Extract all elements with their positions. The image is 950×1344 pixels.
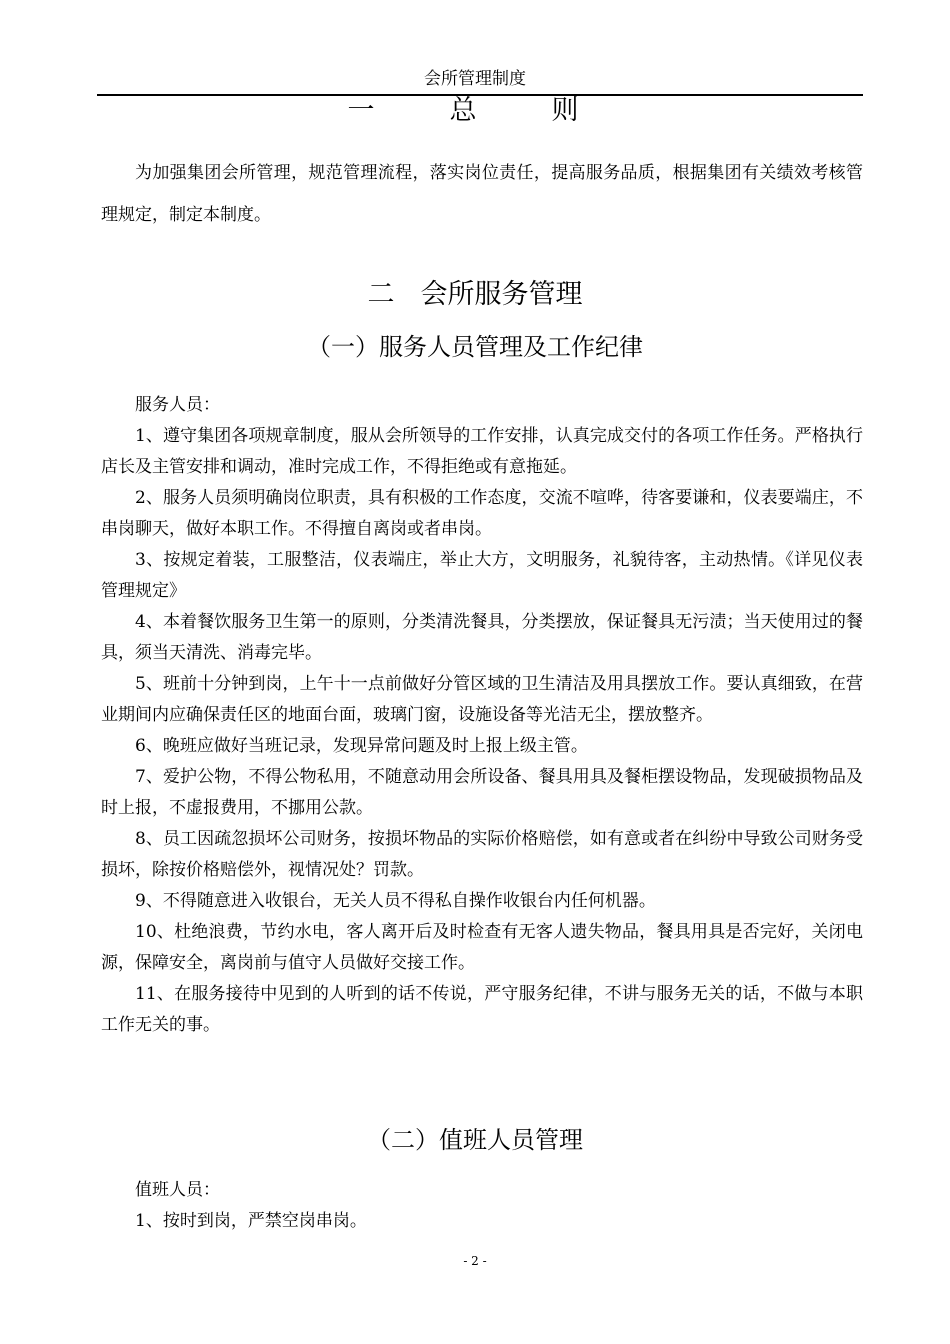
subsection-1-intro: 服务人员： <box>135 395 220 415</box>
list-item: 1、遵守集团各项规章制度，服从会所领导的工作安排，认真完成交付的各项工作任务。严格执行店长及主管安排和调动，准时完成工作，不得拒绝或有意拖延。 <box>101 426 863 477</box>
list-item: 2、服务人员须明确岗位职责，具有积极的工作态度，交流不喧哗，待客要谦和，仪表要端庄，不串岗聊天，做好本职工作。不得擅自离岗或者串岗。 <box>101 488 863 539</box>
subsection-2-heading: （二）值班人员管理 <box>367 1126 583 1154</box>
subsection-2-intro: 值班人员： <box>135 1180 220 1200</box>
page-number: - 2 - <box>463 1254 487 1268</box>
subsection-2-body <box>101 1175 863 1237</box>
section-2-title: 会所服务管理 <box>420 279 583 310</box>
list-item: 7、爱护公物，不得公物私用，不随意动用会所设备、餐具用具及餐柜摆设物品，发现破损物品及时上报，不虚报费用，不挪用公款。 <box>101 767 863 818</box>
list-item: 4、本着餐饮服务卫生第一的原则，分类清洗餐具，分类摆放，保证餐具无污渍；当天使用过的餐具，须当天清洗、消毒完毕。 <box>101 612 863 663</box>
subsection-1-heading: （一）服务人员管理及工作纪律 <box>307 333 643 361</box>
list-item: 10、杜绝浪费，节约水电，客人离开后及时检查有无客人遗失物品，餐具用具是否完好，关闭电源，保障安全，离岗前与值守人员做好交接工作。 <box>101 922 863 973</box>
list-item: 1、按时到岗，严禁空岗串岗。 <box>135 1211 367 1231</box>
subsection-1-body <box>101 390 863 1041</box>
running-header: 会所管理制度 <box>424 69 526 89</box>
list-item: 8、员工因疏忽损坏公司财务，按损坏物品的实际价格赔偿，如有意或者在纠纷中导致公司财务受损坏，除按价格赔偿外，视情况处？罚款。 <box>101 829 863 880</box>
list-item: 5、班前十分钟到岗，上午十一点前做好分管区域的卫生清洁及用具摆放工作。要认真细致，在营业期间内应确保责任区的地面台面，玻璃门窗，设施设备等光洁无尘，摆放整齐。 <box>101 674 863 725</box>
list-item: 6、晚班应做好当班记录，发现异常问题及时上报上级主管。 <box>135 736 588 756</box>
section-1-paragraph: 为加强集团会所管理，规范管理流程，落实岗位责任，提高服务品质，根据集团有关绩效考核管理规定，制定本制度。 <box>101 163 863 225</box>
list-item: 11、在服务接待中见到的人听到的话不传说，严守服务纪律，不讲与服务无关的话，不做与本职工作无关的事。 <box>101 984 863 1035</box>
section-2-number: 二 <box>367 279 395 310</box>
section-1-heading: 一 总 则 <box>347 95 603 126</box>
section-2-heading <box>0 276 950 314</box>
list-item: 9、不得随意进入收银台，无关人员不得私自操作收银台内任何机器。 <box>135 891 656 911</box>
list-item: 3、按规定着装，工服整洁，仪表端庄，举止大方，文明服务，礼貌待客，主动热情。《详见仪表管理规定》 <box>101 550 863 601</box>
